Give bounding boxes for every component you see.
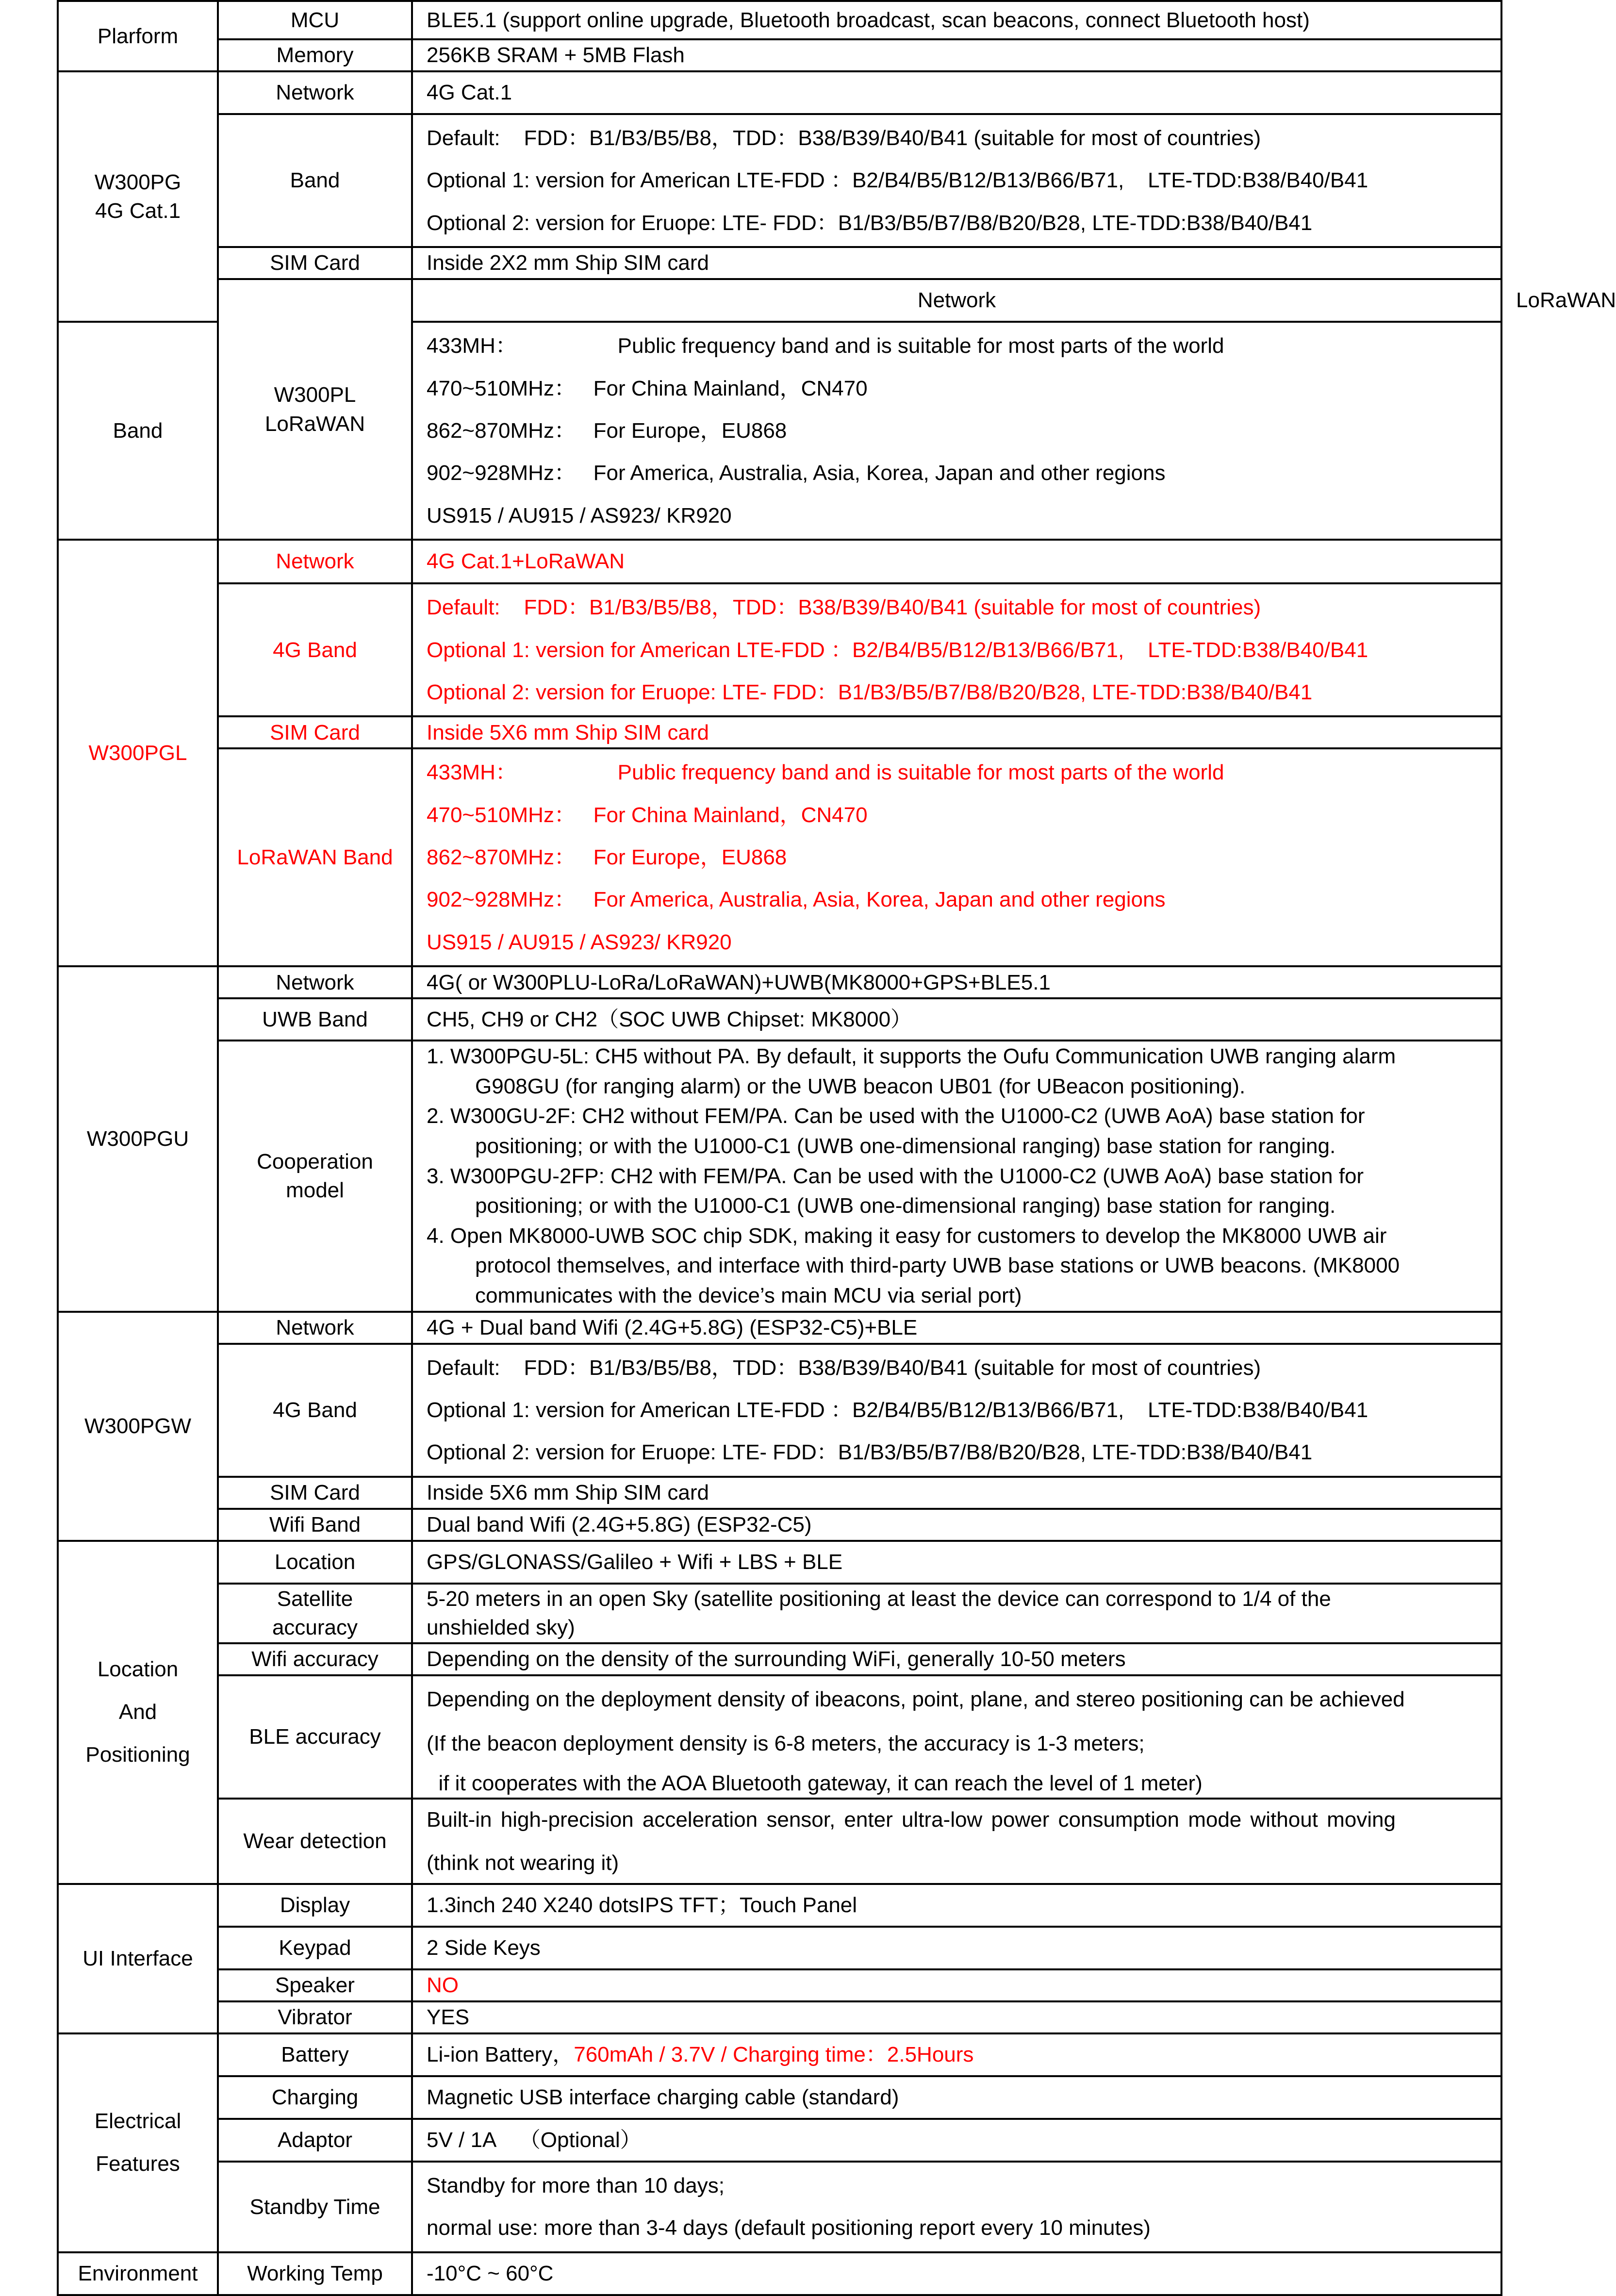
w300pg-band-label: Band <box>218 114 412 247</box>
wear-detection-line: Built-in high-precision acceleration sensor, enter ultra-low power consumption mode without moving <box>427 1807 1396 1832</box>
wear-detection-value <box>412 1799 1501 1884</box>
battery-value <box>412 2033 1501 2076</box>
row-w300pgl-sim <box>58 716 1501 748</box>
wifi-accuracy-label: Wifi accuracy <box>218 1643 412 1675</box>
w300pgl-lora-band-value <box>412 748 1501 966</box>
w300pgl-4g-band-line: Optional 1: version for American LTE-FDD ：B2/B4/B5/B12/B13/B66/B71, LTE-TDD:B38/B40/B41 <box>427 638 1369 662</box>
w300pgl-sim-value: Inside 5X6 mm Ship SIM card <box>412 716 1501 748</box>
w300pl-network-label: Network <box>412 279 1501 322</box>
ble-accuracy-value <box>412 1675 1501 1799</box>
location-label-line3: Positioning <box>85 1743 190 1767</box>
w300pgw-wifi-band-label: Wifi Band <box>218 1509 412 1541</box>
row-vibrator <box>58 2001 1501 2033</box>
w300pl-band-line: US915 / AU915 / AS923/ KR920 <box>427 503 732 528</box>
section-electrical-label <box>58 2033 218 2252</box>
satellite-label-line2: accuracy <box>272 1616 358 1640</box>
keypad-value: 2 Side Keys <box>412 1927 1501 1969</box>
w300pgw-network-label: Network <box>218 1312 412 1344</box>
w300pgl-4g-band-line: Default: FDD：B1/B3/B5/B8，TDD：B38/B39/B40/B41 (suitable for most of countries) <box>427 595 1261 620</box>
w300pgu-cooperation-value <box>412 1041 1501 1311</box>
w300pgw-4g-band-line: Optional 1: version for American LTE-FDD ：B2/B4/B5/B12/B13/B66/B71, LTE-TDD:B38/B40/B41 <box>427 1398 1369 1422</box>
w300pgw-wifi-band-value: Dual band Wifi (2.4G+5.8G) (ESP32-C5) <box>412 1509 1501 1541</box>
row-charging <box>58 2076 1501 2119</box>
cooperation-item: 3. W300PGU-2FP: CH2 with FEM/PA. Can be used with the U1000-C2 (UWB AoA) base station for positioning; or with the U1000-C1 (UWB one-dimensional ranging) base station for ranging. <box>427 1164 1364 1218</box>
row-w300pl-network: W300PL LoRaWAN Network LoRaWAN <box>58 279 1501 322</box>
w300pgl-lora-band-line: 902~928MHz： For America, Australia, Asia, Korea, Japan and other regions <box>427 888 1166 912</box>
w300pgu-uwb-band-label: UWB Band <box>218 998 412 1041</box>
location-label-line1: Location <box>97 1657 179 1682</box>
w300pgw-network-value: 4G + Dual band Wifi (2.4G+5.8G) (ESP32-C5)+BLE <box>412 1312 1501 1344</box>
row-memory <box>58 39 1501 71</box>
section-w300pgw-label: W300PGW <box>58 1312 218 1541</box>
electrical-label-line1: Electrical <box>94 2109 181 2133</box>
speaker-value: NO <box>412 1969 1501 2001</box>
ble-accuracy-line: if it cooperates with the AOA Bluetooth gateway, it can reach the level of 1 meter) <box>427 1771 1203 1795</box>
spec-table <box>57 0 1616 2296</box>
row-keypad <box>58 1927 1501 1969</box>
row-w300pgu-network <box>58 966 1501 998</box>
w300pgl-lora-band-line: US915 / AU915 / AS923/ KR920 <box>427 930 732 954</box>
row-satellite <box>58 1584 1501 1643</box>
row-w300pgu-uwb-band <box>58 998 1501 1041</box>
section-location-label <box>58 1541 218 1884</box>
row-battery <box>58 2033 1501 2076</box>
row-speaker <box>58 1969 1501 2001</box>
w300pg-band-line: Optional 2: version for Eruope: LTE- FDD：B1/B3/B5/B7/B8/B20/B28, LTE-TDD:B38/B40/B41 <box>427 211 1313 235</box>
w300pgl-sim-label: SIM Card <box>218 716 412 748</box>
satellite-label-line1: Satellite <box>277 1586 353 1611</box>
row-w300pgw-4g-band <box>58 1344 1501 1477</box>
section-platform-label: Plarform <box>58 1 218 71</box>
standby-line: Standby for more than 10 days; <box>427 2173 725 2197</box>
row-mcu <box>58 1 1501 39</box>
adaptor-value: 5V / 1A （Optional） <box>412 2119 1501 2162</box>
satellite-label <box>218 1584 412 1643</box>
ble-accuracy-label: BLE accuracy <box>218 1675 412 1799</box>
cooperation-label-line1: Cooperation <box>257 1150 373 1174</box>
location-value: GPS/GLONASS/Galileo + Wifi + LBS + BLE <box>412 1541 1501 1584</box>
standby-line: normal use: more than 3-4 days (default positioning report every 10 minutes) <box>427 2216 1151 2240</box>
vibrator-value: YES <box>412 2001 1501 2033</box>
standby-label: Standby Time <box>218 2162 412 2252</box>
w300pgw-sim-value: Inside 5X6 mm Ship SIM card <box>412 1477 1501 1509</box>
w300pg-sim-value: Inside 2X2 mm Ship SIM card <box>412 247 1501 279</box>
w300pgl-lora-band-label: LoRaWAN Band <box>218 748 412 966</box>
w300pgl-network-label: Network <box>218 540 412 583</box>
w300pl-band-line: 862~870MHz： For Europe，EU868 <box>427 418 787 443</box>
section-w300pgu-label: W300PGU <box>58 966 218 1311</box>
cooperation-item: 2. W300GU-2F: CH2 without FEM/PA. Can be used with the U1000-C2 (UWB AoA) base station for positioning; or with the U1000-C1 (UWB one-dimensional ranging) base station for ranging. <box>427 1104 1365 1158</box>
vibrator-label: Vibrator <box>218 2001 412 2033</box>
w300pl-band-line: 470~510MHz： For China Mainland，CN470 <box>427 376 868 400</box>
w300pg-network-label: Network <box>218 71 412 114</box>
ble-accuracy-line: (If the beacon deployment density is 6-8 meters, the accuracy is 1-3 meters; <box>427 1732 1145 1756</box>
row-adaptor <box>58 2119 1501 2162</box>
w300pg-band-line: Default: FDD：B1/B3/B5/B8，TDD：B38/B39/B40/B41 (suitable for most of countries) <box>427 126 1261 150</box>
standby-value <box>412 2162 1501 2252</box>
w300pgw-4g-band-line: Optional 2: version for Eruope: LTE- FDD：B1/B3/B5/B7/B8/B20/B28, LTE-TDD:B38/B40/B41 <box>427 1440 1313 1465</box>
w300pl-band-line: 433MH： Public frequency band and is suitable for most parts of the world <box>427 334 1224 358</box>
ble-accuracy-line: Depending on the deployment density of ibeacons, point, plane, and stereo positioning can be achieved <box>427 1687 1405 1711</box>
row-w300pg-band <box>58 114 1501 247</box>
charging-label: Charging <box>218 2076 412 2119</box>
battery-value-red: 760mAh / 3.7V / Charging time：2.5Hours <box>574 2043 974 2067</box>
row-display <box>58 1884 1501 1927</box>
location-label-line2: And <box>118 1700 157 1724</box>
w300pl-band-value <box>412 322 1501 540</box>
w300pgw-4g-band-line: Default: FDD：B1/B3/B5/B8，TDD：B38/B39/B40/B41 (suitable for most of countries) <box>427 1355 1261 1380</box>
speaker-label: Speaker <box>218 1969 412 2001</box>
row-w300pgl-4g-band <box>58 583 1501 716</box>
w300pgl-4g-band-value <box>412 583 1501 716</box>
w300pl-band-line: 902~928MHz： For America, Australia, Asia, Korea, Japan and other regions <box>427 461 1166 485</box>
w300pgu-network-label: Network <box>218 966 412 998</box>
w300pgu-cooperation-label <box>218 1041 412 1311</box>
cooperation-label-line2: model <box>286 1178 344 1203</box>
memory-label: Memory <box>218 39 412 71</box>
satellite-value: 5-20 meters in an open Sky (satellite positioning at least the device can correspond to 1/4 of the unshielded sky) <box>412 1584 1501 1643</box>
section-ui-label: UI Interface <box>58 1884 218 2033</box>
battery-label: Battery <box>218 2033 412 2076</box>
w300pgl-4g-band-label: 4G Band <box>218 583 412 716</box>
wear-detection-line: (think not wearing it) <box>427 1850 619 1875</box>
wifi-accuracy-value: Depending on the density of the surrounding WiFi, generally 10-50 meters <box>412 1643 1501 1675</box>
w300pgu-uwb-band-value: CH5, CH9 or CH2（SOC UWB Chipset: MK8000） <box>412 998 1501 1041</box>
row-w300pgw-network <box>58 1312 1501 1344</box>
row-working-temp <box>58 2252 1501 2295</box>
section-w300pl-label <box>218 279 412 540</box>
memory-value: 256KB SRAM + 5MB Flash <box>412 39 1501 71</box>
w300pg-band-value <box>412 114 1501 247</box>
location-label: Location <box>218 1541 412 1584</box>
row-location <box>58 1541 1501 1584</box>
adaptor-label: Adaptor <box>218 2119 412 2162</box>
row-w300pg-network <box>58 71 1501 114</box>
w300pgw-sim-label: SIM Card <box>218 1477 412 1509</box>
row-w300pgl-network <box>58 540 1501 583</box>
cooperation-item: 4. Open MK8000-UWB SOC chip SDK, making it easy for customers to develop the MK8000 UWB air protocol themselves, and interface with third-party UWB base stations or UWB beacons. (MK8000 communicates with the device’s main MCU via serial port) <box>427 1223 1400 1307</box>
w300pl-label-line2: LoRaWAN <box>264 412 365 436</box>
row-standby <box>58 2162 1501 2252</box>
w300pgl-lora-band-line: 470~510MHz： For China Mainland，CN470 <box>427 803 868 827</box>
display-label: Display <box>218 1884 412 1927</box>
row-wear-detection <box>58 1799 1501 1884</box>
wear-detection-label: Wear detection <box>218 1799 412 1884</box>
keypad-label: Keypad <box>218 1927 412 1969</box>
w300pgw-4g-band-label: 4G Band <box>218 1344 412 1477</box>
row-w300pgl-lora-band <box>58 748 1501 966</box>
battery-value-black: Li-ion Battery， <box>427 2043 574 2067</box>
section-w300pg-label <box>58 71 218 322</box>
electrical-label-line2: Features <box>96 2152 180 2176</box>
w300pgl-lora-band-line: 862~870MHz： For Europe，EU868 <box>427 845 787 870</box>
w300pgl-network-value: 4G Cat.1+LoRaWAN <box>412 540 1501 583</box>
section-w300pgl-label: W300PGL <box>58 540 218 966</box>
w300pgl-lora-band-line: 433MH： Public frequency band and is suitable for most parts of the world <box>427 760 1224 785</box>
row-w300pgu-cooperation <box>58 1041 1501 1311</box>
row-w300pg-sim <box>58 247 1501 279</box>
w300pg-label-line1: W300PG <box>94 170 181 194</box>
w300pg-band-line: Optional 1: version for American LTE-FDD ：B2/B4/B5/B12/B13/B66/B71, LTE-TDD:B38/B40/B41 <box>427 168 1369 193</box>
mcu-label: MCU <box>218 1 412 39</box>
w300pgw-4g-band-value <box>412 1344 1501 1477</box>
display-value: 1.3inch 240 X240 dotsIPS TFT；Touch Panel <box>412 1884 1501 1927</box>
working-temp-value: -10°C ~ 60°C <box>412 2252 1501 2295</box>
row-wifi-accuracy <box>58 1643 1501 1675</box>
row-w300pgw-sim <box>58 1477 1501 1509</box>
row-ble-accuracy <box>58 1675 1501 1799</box>
mcu-value: BLE5.1 (support online upgrade, Bluetooth broadcast, scan beacons, connect Bluetooth host) <box>412 1 1501 39</box>
w300pgl-4g-band-line: Optional 2: version for Eruope: LTE- FDD：B1/B3/B5/B7/B8/B20/B28, LTE-TDD:B38/B40/B41 <box>427 680 1313 704</box>
w300pg-label-line2: 4G Cat.1 <box>95 199 181 223</box>
w300pl-label-line1: W300PL <box>274 383 356 407</box>
w300pg-sim-label: SIM Card <box>218 247 412 279</box>
w300pl-band-label: Band <box>58 322 218 540</box>
charging-value: Magnetic USB interface charging cable (standard) <box>412 2076 1501 2119</box>
row-w300pgw-wifi-band <box>58 1509 1501 1541</box>
w300pg-network-value: 4G Cat.1 <box>412 71 1501 114</box>
working-temp-label: Working Temp <box>218 2252 412 2295</box>
w300pgu-network-value: 4G( or W300PLU-LoRa/LoRaWAN)+UWB(MK8000+GPS+BLE5.1 <box>412 966 1501 998</box>
section-environment-label: Environment <box>58 2252 218 2295</box>
cooperation-item: 1. W300PGU-5L: CH5 without PA. By default, it supports the Oufu Communication UWB ranging alarm G908GU (for ranging alarm) or the UWB beacon UB01 (for UBeacon positioning). <box>427 1044 1396 1098</box>
